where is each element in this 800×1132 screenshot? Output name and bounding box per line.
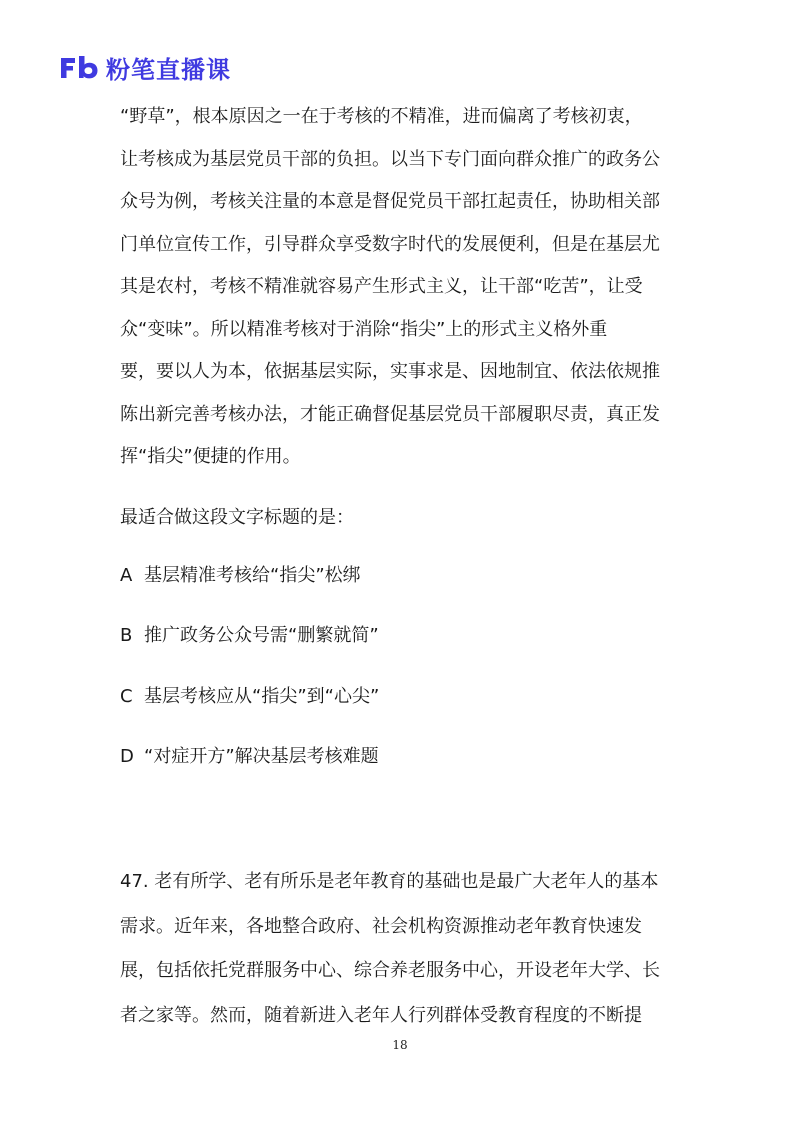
option-text: 推广政务公众号需“删繁就简” — [144, 625, 379, 646]
option-c — [120, 676, 379, 718]
brand-name: 粉笔直播课 — [106, 55, 231, 84]
passage-line: 陈出新完善考核办法，才能正确督促基层党员干部履职尽责，真正发 — [120, 403, 660, 425]
page-header — [58, 52, 231, 82]
option-a — [120, 555, 361, 597]
option-text: “对症开方”解决基层考核难题 — [144, 746, 379, 767]
passage-line: 挥“指尖”便捷的作用。 — [120, 446, 301, 467]
option-b — [120, 615, 379, 657]
passage-line: 让考核成为基层党员干部的负担。以当下专门面向群众推广的政务公 — [120, 148, 660, 170]
passage-line: 众“变味”。所以精准考核对于消除“指尖”上的形式主义格外重 — [120, 318, 608, 340]
page-number: 18 — [392, 1038, 408, 1052]
passage-line: 门单位宣传工作，引导群众享受数字时代的发展便利，但是在基层尤 — [120, 233, 660, 255]
next-question-line: 需求。近年来，各地整合政府、社会机构资源推动老年教育快速发 — [120, 915, 642, 937]
next-question-line: 47. 老有所学、老有所乐是老年教育的基础也是最广大老年人的基本 — [120, 871, 659, 892]
passage-line: 众号为例，考核关注量的本意是督促党员干部扛起责任，协助相关部 — [120, 191, 660, 212]
passage-line: “野草”，根本原因之一在于考核的不精准，进而偏离了考核初衷， — [120, 106, 643, 127]
passage-paragraph — [120, 96, 680, 479]
option-letter: A — [120, 565, 133, 586]
option-text: 基层考核应从“指尖”到“心尖” — [144, 686, 380, 707]
passage — [120, 96, 680, 479]
fenbi-logo-icon — [58, 54, 100, 80]
next-question — [120, 860, 680, 1038]
passage-line: 要，要以人为本，依据基层实际，实事求是、因地制宜、依法依规推 — [120, 361, 660, 382]
option-text: 基层精准考核给“指尖”松绑 — [144, 565, 361, 586]
passage-line: 其是农村，考核不精准就容易产生形式主义，让干部“吃苦”，让受 — [120, 276, 643, 297]
next-question-line: 展，包括依托党群服务中心、综合养老服务中心，开设老年大学、长 — [120, 960, 660, 981]
question-prompt: 最适合做这段文字标题的是： — [120, 507, 354, 528]
option-d — [120, 736, 379, 778]
option-letter: D — [120, 746, 134, 767]
option-letter: B — [120, 625, 133, 646]
next-question-line: 者之家等。然而，随着新进入老年人行列群体受教育程度的不断提 — [120, 1004, 642, 1026]
option-letter: C — [120, 686, 133, 707]
